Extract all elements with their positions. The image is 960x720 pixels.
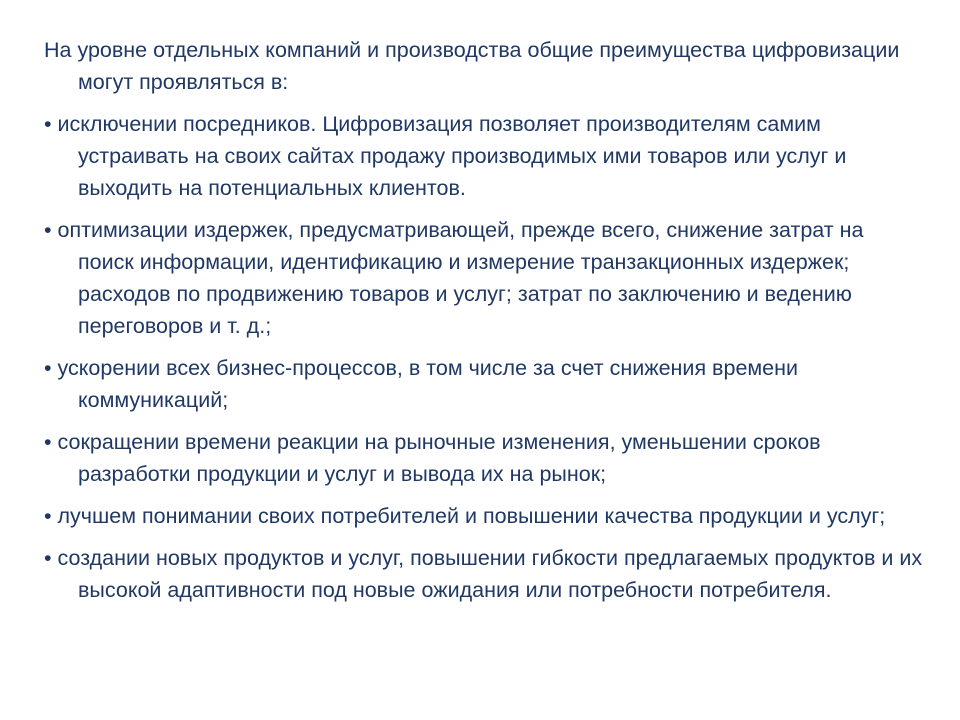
bullet-marker: • (44, 218, 52, 242)
list-item-text: ускорении всех бизнес-процессов, в том числе за счет снижения времени коммуникаций; (57, 356, 799, 412)
slide-body (44, 34, 924, 616)
list-item (44, 214, 924, 342)
list-item-text: создании новых продуктов и услуг, повышении гибкости предлагаемых продуктов и их высокой адаптивности под новые ожидания или потребности потребителя. (57, 546, 923, 602)
list-item (44, 352, 924, 416)
bullet-marker: • (44, 504, 52, 528)
list-item (44, 108, 924, 204)
list-item-text: оптимизации издержек, предусматривающей, прежде всего, снижение затрат на поиск информации, идентификацию и измерение транзакционных издержек; расходов по продвижению товаров и услуг; затрат по заключению и ведению переговоров и т. д.; (57, 218, 864, 338)
bullet-marker: • (44, 430, 52, 454)
bullet-marker: • (44, 112, 52, 136)
list-item (44, 426, 924, 490)
list-item-text: лучшем понимании своих потребителей и повышении качества продукции и услуг; (57, 504, 886, 528)
bullet-marker: • (44, 546, 52, 570)
list-item (44, 500, 924, 532)
list-item-text: сокращении времени реакции на рыночные изменения, уменьшении сроков разработки продукции и услуг и вывода их на рынок; (57, 430, 821, 486)
list-item-text: исключении посредников. Цифровизация позволяет производителям самим устраивать на своих сайтах продажу производимых ими товаров или услуг и выходить на потенциальных клиентов. (57, 112, 847, 200)
list-item (44, 542, 924, 606)
bullet-marker: • (44, 356, 52, 380)
intro-paragraph: На уровне отдельных компаний и производства общие преимущества цифровизации могут проявляться в: (44, 38, 900, 94)
